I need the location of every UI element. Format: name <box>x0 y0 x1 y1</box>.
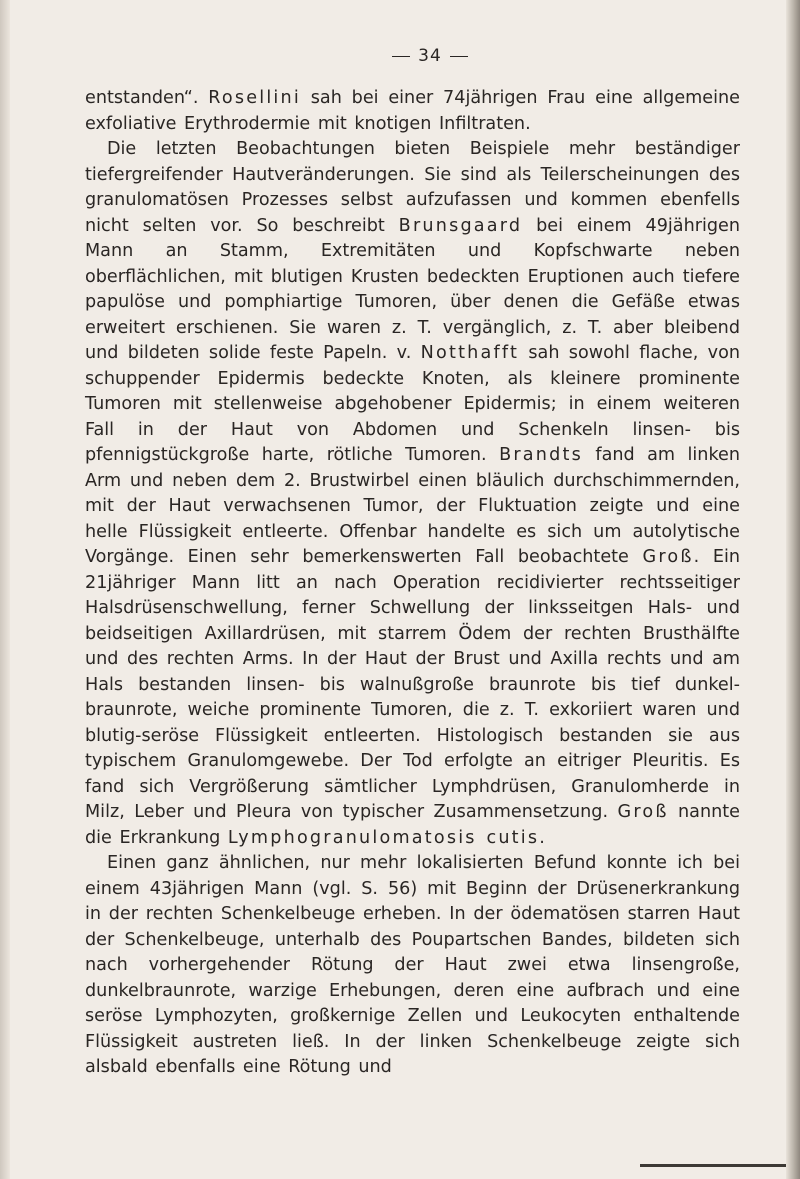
body-text <box>85 86 740 1081</box>
author-name: Brunsgaard <box>398 215 523 236</box>
text-segment: fand am linken Arm und neben dem 2. Brustwirbel einen bläulich durchschimmernden, mit der Haut verwachsenen Tumor, der Fluktuation zeigte und eine helle Flüssigkeit entleerte. Offenbar handelte es sich um autolytische Vorgänge. Einen sehr bemerkenswerten Fall beobachtete <box>85 445 740 567</box>
paragraph-2 <box>85 137 740 851</box>
dash-right <box>450 56 468 57</box>
author-name: Groß <box>617 802 669 822</box>
bottom-rule <box>640 1164 786 1167</box>
page-number: 34 <box>418 46 442 66</box>
author-name: Rosellini <box>208 88 301 108</box>
scan-edge-right <box>786 0 800 1179</box>
disease-name: Lymphogranulomatosis cutis <box>227 827 540 848</box>
text-segment: . Ein 21jähriger Mann litt an nach Operation recidivierter rechtsseitiger Halsdrüsenschwellung, ferner Schwellung der linksseitgen Hals- und beidseitigen Axillardrüsen, mit starrem Ödem der rechten Brusthälfte und des rechten Arms. In der Haut der Brust und Axilla rechts und am Hals bestanden linsen- bis walnußgroße braunrote bis tief dunkelbraunrote, weiche prominente Tumoren, die z. T. exkoriiert waren und blutig-seröse Flüssigkeit entleerten. Histologisch bestanden sie aus typischem Granulomgewebe. Der Tod erfolgte an eitriger Pleuritis. Es fand sich Vergrößerung sämtlicher Lymphdrüsen, Granulomherde in Milz, Leber und Pleura von typischer Zusammensetzung. <box>85 547 740 822</box>
page-number-header <box>0 46 800 66</box>
author-name: Groß <box>642 547 694 567</box>
paragraph-1 <box>85 86 740 137</box>
paragraph-3 <box>85 851 740 1081</box>
dash-left <box>392 56 410 57</box>
text-segment: bei einem 49jährigen Mann an Stamm, Extremitäten und Kopfschwarte neben oberflächlichen, mit blutigen Krusten bedeckten Eruptionen auch tiefere papulöse und pomphiartige Tumoren, über denen die Gefäße etwas erweitert erschienen. Sie waren z. T. vergänglich, z. T. aber bleibend und bildeten solide feste Papeln. v. <box>85 215 740 363</box>
text-segment: Einen ganz ähnlichen, nur mehr lokalisierten Befund konnte ich bei einem 43jährigen Mann (vgl. S. 56) mit Beginn der Drüsenerkrankung in der rechten Schenkelbeuge erheben. In der ödematösen starren Haut der Schenkelbeuge, unterhalb des Poupartschen Bandes, bildeten sich nach vorhergehender Rötung der Haut zwei etwa linsengroße, dunkelbraunrote, warzige Erhebungen, deren eine aufbrach und eine seröse Lymphozyten, großkernige Zellen und Leukocyten enthaltende Flüssigkeit austreten ließ. In der linken Schenkelbeuge zeigte sich alsbald ebenfalls eine Rötung und <box>85 853 740 1077</box>
author-name: Brandts <box>499 445 583 465</box>
text-segment: nannte die Erkrankung <box>85 802 740 848</box>
text-segment: entstanden“. <box>85 88 209 108</box>
text-segment: Die letzten Beobachtungen bieten Beispiele mehr beständiger tiefergreifender Hautveränderungen. Sie sind als Teilerscheinungen des granulomatösen Prozesses selbst aufzufassen und kommen ebenfells nicht selten vor. So beschreibt <box>85 139 740 236</box>
text-segment: sah sowohl flache, von schuppender Epidermis bedeckte Knoten, als kleinere prominente Tumoren mit stellenweise abgehobener Epidermis; in einem weiteren Fall in der Haut von Abdomen und Schenkeln linsen- bis pfennigstückgroße harte, rötliche Tumoren. <box>85 343 740 465</box>
scan-edge-left <box>0 0 10 1179</box>
author-name: Notthafft <box>420 343 520 363</box>
text-segment: . <box>539 827 545 848</box>
text-segment: sah bei einer 74jährigen Frau eine allgemeine exfoliative Erythrodermie mit knotigen Infiltraten. <box>85 88 740 134</box>
